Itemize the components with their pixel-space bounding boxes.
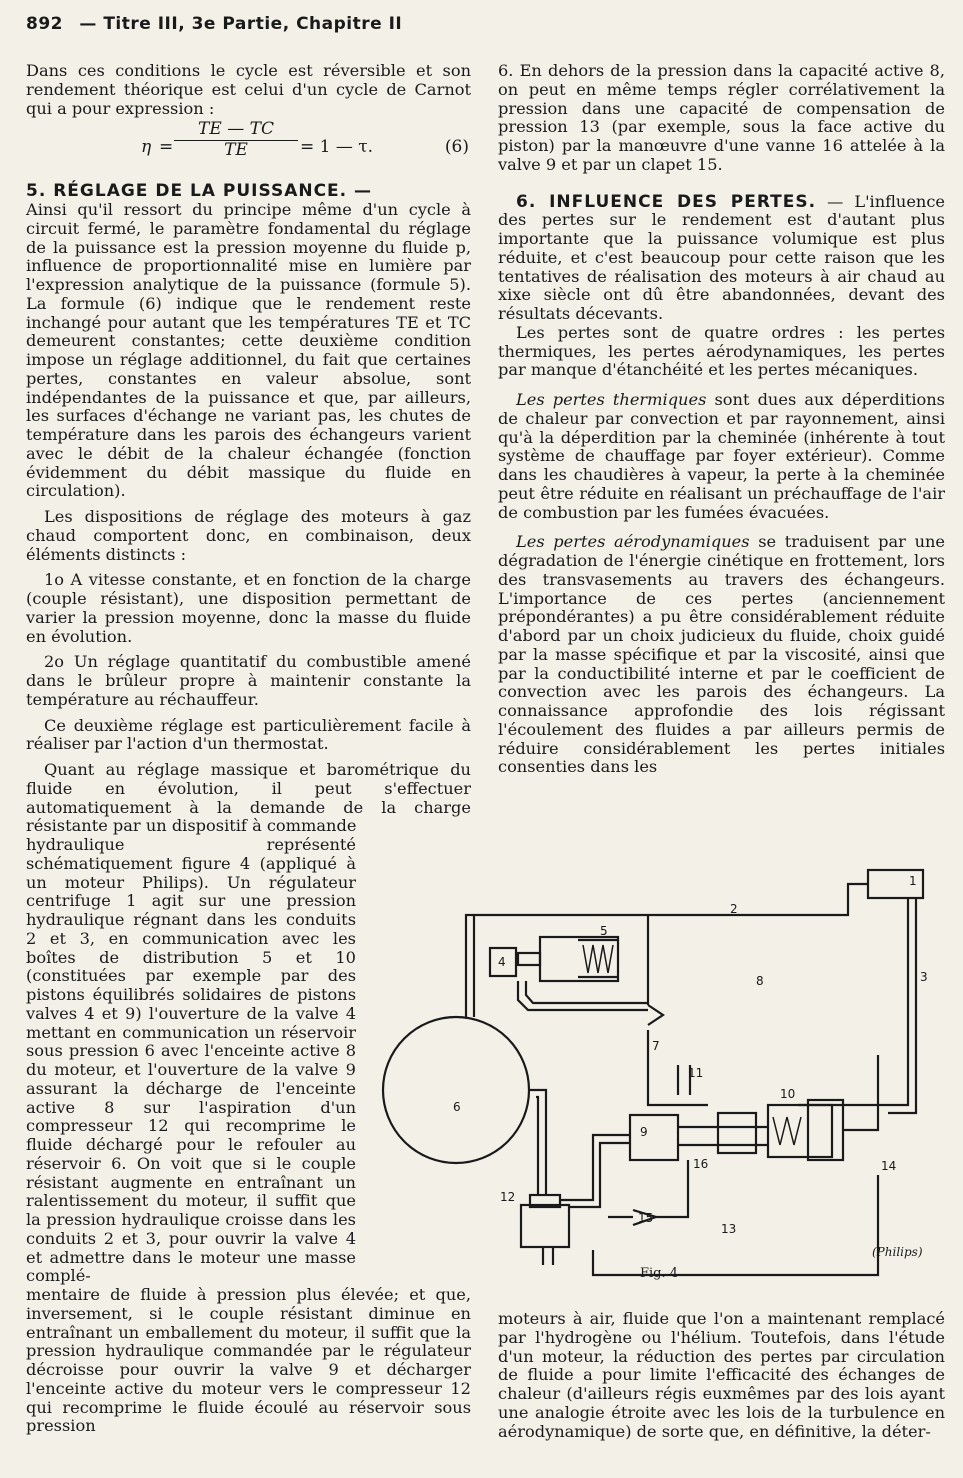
eq-denominator: TE [224, 140, 248, 160]
item-1: 1o A vitesse constante, et en fonction de la charge (couple résistant), une disposition permettant de varier la pression moyenne, donc la masse du fluide en évolution. [26, 570, 471, 646]
running-header [26, 14, 941, 44]
eq-eta: η [141, 137, 152, 158]
label-5: 5 [600, 924, 608, 938]
figure-caption: Fig. 4 [640, 1266, 679, 1281]
label-6: 6 [453, 1100, 461, 1114]
item-2: 2o Un réglage quantitatif du combustible amené dans le brûleur propre à maintenir constante la température au réchauffeur. [26, 652, 471, 709]
running-title: — Titre III, 3e Partie, Chapitre II [79, 14, 403, 34]
thermiques-heading: Les pertes thermiques [516, 390, 707, 409]
para-quant-wide: Quant au réglage massique et barométrique du fluide en évolution, il peut s'effectuer automatiquement à la demande de la charge résistante par un dispositif à commande [26, 760, 471, 836]
figure-credit: (Philips) [872, 1245, 923, 1259]
page-number: 892 [26, 14, 63, 34]
label-14: 14 [881, 1159, 897, 1173]
conduit-14 [843, 1055, 878, 1130]
intro-paragraph: Dans ces conditions le cycle est réversible et son rendement théorique est celui d'un cycle de Carnot qui a pour expression : [26, 61, 471, 118]
label-7: 7 [652, 1039, 660, 1053]
label-11: 11 [688, 1066, 704, 1080]
label-10: 10 [780, 1087, 796, 1101]
compressor-12 [521, 1205, 569, 1247]
para-thermiques: sont dues aux déperditions de chaleur par convection et par rayonnement, ainsi qu'à la déperdition par la cheminée (inhérente à tout système de chauffage par foyer extérieur). Comme dans les chaudières à vapeur, la perte à la cheminée peut être réduite en réalisant un préchauffage de l'air de combustion par les fumées évacuées. [498, 390, 945, 522]
right-column [498, 62, 945, 777]
hydraulic-control-schematic [378, 855, 953, 1285]
para-dispositions: Les dispositions de réglage des moteurs à gaz chaud comportent donc, en combinaison, deux éléments distincts : [26, 507, 471, 564]
label-13: 13 [721, 1222, 737, 1236]
distribution-box-10 [768, 1105, 832, 1157]
para-continuation: 6. En dehors de la pression dans la capacité active 8, on peut en même temps régler corrélativement la pression dans une capacité de compensation de pression 13 (par exemple, sous la face active du piston) par la manœuvre d'une vanne 16 attelée à la valve 9 et par un clapet 15. [498, 61, 945, 174]
label-15: 15 [638, 1211, 654, 1225]
eq-rest: = 1 — τ. [300, 137, 374, 158]
label-3: 3 [920, 970, 928, 984]
valve-7 [648, 1005, 663, 1025]
reservoir-6 [383, 1017, 529, 1163]
label-4: 4 [498, 955, 506, 969]
label-12: 12 [500, 1190, 516, 1204]
conduit-3 [888, 898, 908, 1105]
valve-9 [630, 1115, 678, 1160]
figure-4-diagram [378, 855, 953, 1285]
section6-text: — L'influence des pertes sur le rendement est d'autant plus importante que la puissance volumique est plus réduite, et c'est beaucoup pour cette raison que les tentatives de réalisation des moteurs à air chaud au xixe siècle ont dû être abandonnées, devant des résultats décevants. [498, 191, 946, 323]
eq-number: (6) [444, 137, 469, 158]
para-aero: se traduisent par une dégradation de l'énergie cinétique en frottement, lors des transvasements au travers des échangeurs. L'importance de ces pertes (anciennement prépondérantes) a pu être considérablement réduite d'abord par un choix judicieux du fluide, choix guidé par la masse spécifique et par la viscosité, ainsi que par la conductibilité interne et par le coefficient de convection avec les parois des échangeurs. La connaissance approfondie des lois régissant l'écoulement des fluides a par ailleurs permis de réduire considérablement les pertes initiales consenties dans les [498, 532, 946, 777]
section5-text: Ainsi qu'il ressort du principe même d'un cycle à circuit fermé, le paramètre fondamental du réglage de la puissance est la pression moyenne du fluide p, influence de proportionnalité mise en lumière par l'expression analytique de la puissance (formule 5). La formule (6) indique que le rendement reste inchangé pour autant que les températures TE et TC demeurent constantes; cette deuxième condition impose un réglage additionnel, du fait que certaines pertes, constantes en valeur absolue, sont indépendantes de la puissance et que, par ailleurs, les surfaces d'échange ne variant pas, les chutes de température dans les parois des échangeurs varient avec le débit de la chaleur échangée (fonction évidemment du débit massique du fluide en circulation). [26, 200, 471, 501]
label-8: 8 [756, 974, 764, 988]
section5-title: 5. RÉGLAGE DE LA PUISSANCE. — [26, 181, 373, 202]
para-bottom: moteurs à air, fluide que l'on a maintenant remplacé par l'hydrogène ou l'hélium. Toutefois, dans l'étude d'un moteur, la réduction des pertes par circulation de fluide a pour limite l'efficacité des échanges de chaleur (d'ailleurs régis euxmêmes par des lois ayant une analogie étroite avec les lois de la turbulence en aérodynamique) de sorte que, en définitive, la déter- [498, 1309, 945, 1441]
eq-numerator: TE — TC [174, 120, 298, 141]
conduit-2 [466, 884, 868, 1017]
section6-title: 6. INFLUENCE DES PERTES. [516, 191, 817, 212]
equation-6 [26, 120, 471, 176]
label-9: 9 [640, 1125, 648, 1139]
para-ordres: Les pertes sont de quatre ordres : les pertes thermiques, les pertes aérodynamiques, les pertes par manque d'étanchéité et les pertes mécaniques. [498, 322, 945, 380]
label-2: 2 [730, 902, 738, 916]
label-1: 1 [909, 874, 917, 888]
aero-heading: Les pertes aérodynamiques [516, 532, 750, 552]
distribution-box-5 [540, 937, 618, 981]
para-quant-end: mentaire de fluide à pression plus élevée; et que, inversement, si le couple résistant diminue en entraînant un emballement du moteur, il suffit que la pression hydraulique commandée par le régulateur décroisse pour ouvrir la valve 9 et décharger l'enceinte active du moteur vers le compresseur 12 qui recomprime le fluide écoulé au réservoir sous pression [26, 1285, 471, 1436]
para-quant-narrow: hydraulique représenté schématiquement figure 4 (appliqué à un moteur Philips). Un régulateur centrifuge 1 agit sur une pression hydraulique régnant dans les conduits 2 et 3, en communication avec les boîtes de distribution 5 et 10 (constituées par exemple par des pistons équilibrés solidaires de pistons valves 4 et 9) l'ouverture de la valve 4 mettant en communication un réservoir sous pression 6 avec l'enceinte active 8 du moteur, et l'ouverture de la valve 9 assurant la décharge de l'enceinte active 8 sur l'aspiration d'un compresseur 12 qui recomprime le fluide déchargé pour le refouler au réservoir 6. On voit que si le couple résistant augmente en entraînant un ralentissement du moteur, il suffit que la pression hydraulique croisse dans les conduits 2 et 3, pour ouvrir la valve 4 et admettre dans le moteur une masse complé- [26, 835, 356, 1286]
right-column-bottom [498, 1310, 945, 1441]
para-thermostat: Ce deuxième réglage est particulièrement facile à réaliser par l'action d'un thermostat. [26, 715, 471, 754]
eq-equals: = [159, 137, 174, 158]
eq-fraction [174, 120, 298, 160]
label-16: 16 [693, 1157, 709, 1171]
valve-16 [718, 1113, 756, 1153]
enceinte-active-8 [648, 915, 888, 1105]
